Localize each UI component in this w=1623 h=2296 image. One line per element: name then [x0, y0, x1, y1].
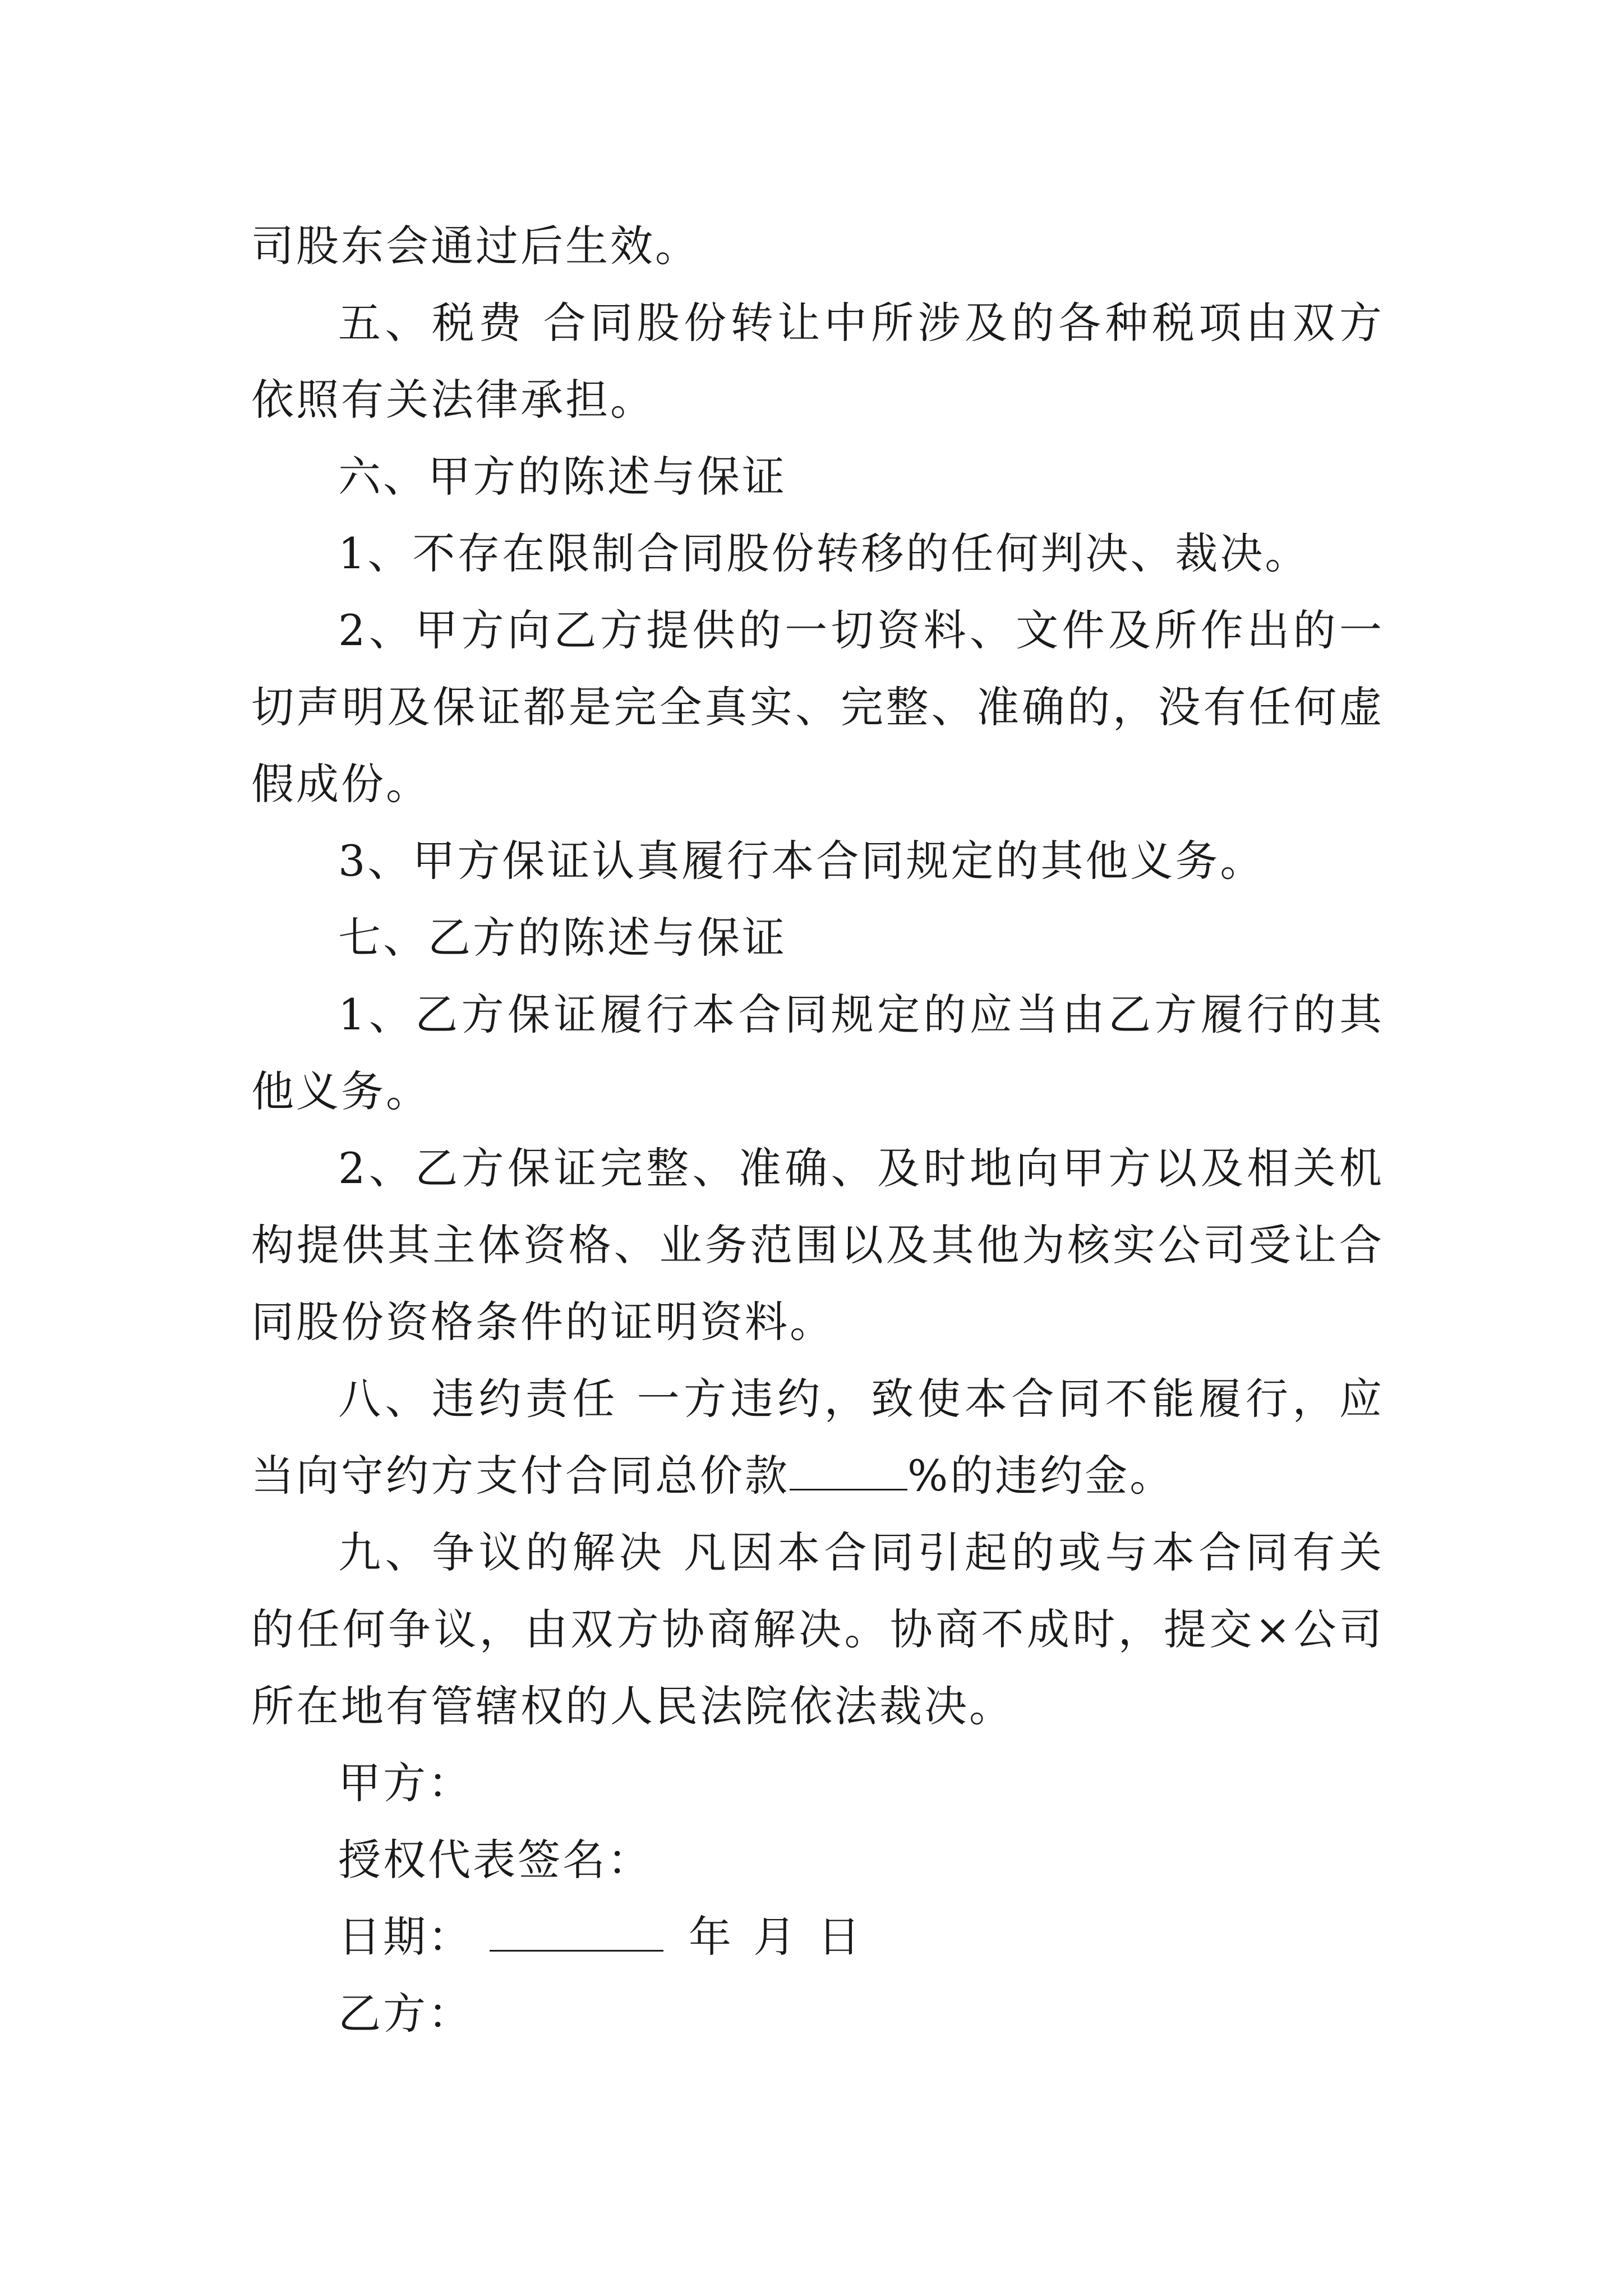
- month-label: 月: [753, 1912, 798, 1962]
- paragraph-b-item-1: 1、乙方保证履行本合同规定的应当由乙方履行的其他义务。: [251, 990, 1384, 1116]
- paragraph-a-item-2: 2、甲方向乙方提供的一切资料、文件及所作出的一切声明及保证都是完全真实、完整、准确的，没有任何虚假成份。: [251, 605, 1384, 809]
- authorized-rep-label: 授权代表签名：: [338, 1835, 652, 1885]
- paragraph-a-item-1: 1、不存在限制合同股份转移的任何判决、裁决。: [338, 528, 1310, 578]
- paragraph-dispute-resolution: 九、争议的解决 凡因本合同引起的或与本合同有关的任何争议，由双方协商解决。协商不成时，提交×公司所在地有管辖权的人民法院依法裁决。: [251, 1527, 1384, 1731]
- date-blank: [490, 1916, 663, 1952]
- contract-text: [251, 208, 1384, 2052]
- party-b-label: 乙方：: [338, 1989, 473, 2039]
- party-a-label: 甲方：: [338, 1758, 473, 1808]
- year-label: 年: [689, 1912, 734, 1962]
- penalty-percent-blank: [790, 1455, 907, 1490]
- heading-party-a-warranties: 六、甲方的陈述与保证: [338, 452, 787, 501]
- paragraph-taxes: 五、税费 合同股份转让中所涉及的各种税项由双方依照有关法律承担。: [251, 298, 1384, 425]
- paragraph-a-item-3: 3、甲方保证认真履行本合同规定的其他义务。: [338, 836, 1265, 886]
- paragraph-breach-liability: [251, 1360, 1384, 1514]
- date-label: 日期：: [338, 1912, 473, 1962]
- date-line: [251, 1898, 1384, 1975]
- breach-text-start: 八、违约责任 一方违约，致使本合同不能履行，应当向守约方支付合同总价款: [251, 1374, 1384, 1501]
- day-label: 日: [818, 1912, 863, 1962]
- paragraph-effectiveness: 司股东会通过后生效。: [251, 221, 700, 271]
- paragraph-b-item-2: 2、乙方保证完整、准确、及时地向甲方以及相关机构提供其主体资格、业务范围以及其他为核实公司受让合同股份资格条件的证明资料。: [251, 1143, 1384, 1347]
- heading-party-b-warranties: 七、乙方的陈述与保证: [338, 913, 787, 963]
- breach-text-end: %的违约金。: [907, 1451, 1175, 1501]
